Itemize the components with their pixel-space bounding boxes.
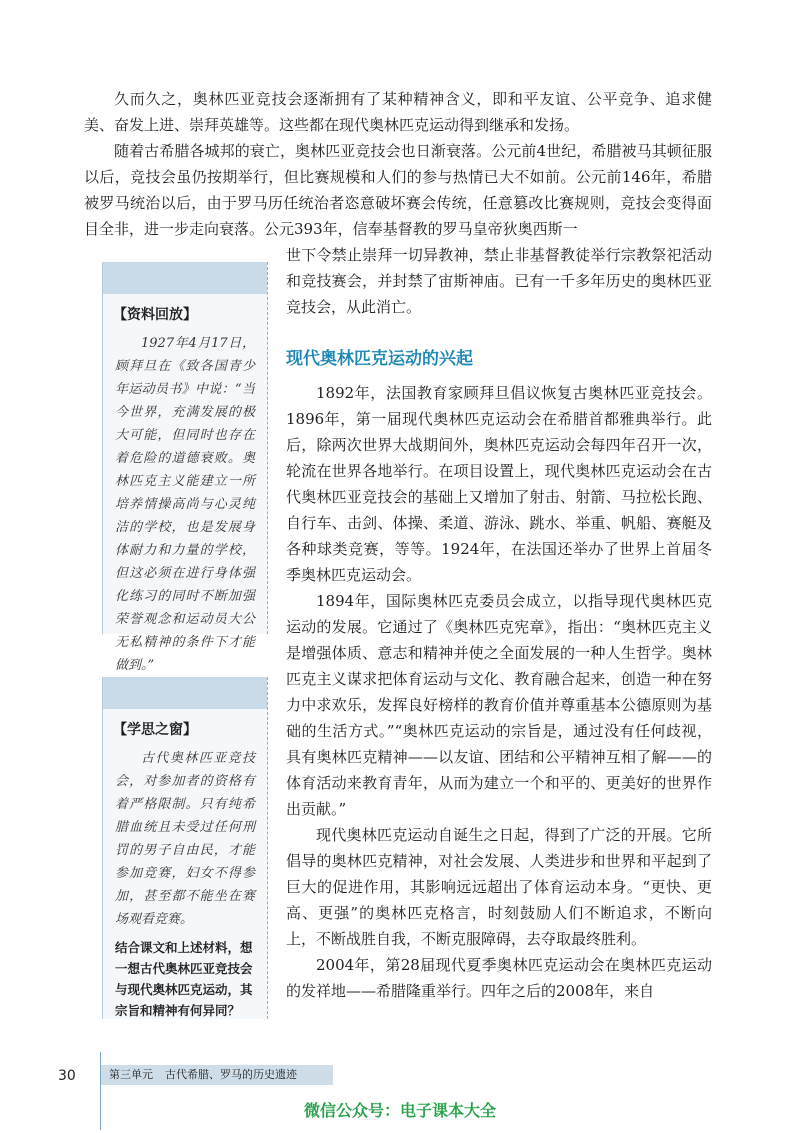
- box-header-band: [103, 262, 267, 294]
- main-text: [286, 380, 712, 1004]
- sidebar-box-learning-window: [102, 677, 268, 1019]
- box-title: 【学思之窗】: [113, 722, 197, 738]
- unit-title: 古代希腊、罗马的历史遗迹: [165, 1068, 297, 1081]
- paragraph-5: 现代奥林匹克运动自诞生之日起，得到了广泛的开展。它所倡导的奥林匹克精神，对社会发展、人类进步和世界和平起到了巨大的促进作用，其影响远远超出了体育运动本身。“更快、更高、更强”的奥林匹克格言，时刻鼓励人们不断追求，不断向上，不断战胜自我，不断克服障碍，去夺取最终胜利。: [286, 826, 712, 948]
- paragraph-6: 2004年，第28届现代夏季奥林匹克运动会在奥林匹克运动的发祥地——希腊隆重举行。四年之后的2008年，来自: [286, 956, 712, 1000]
- sidebar-box-material-review: [102, 262, 268, 673]
- paragraph-1: 久而久之，奥林匹亚竞技会逐渐拥有了某种精神含义，即和平友谊、公平竞争、追求健美、奋发上进、崇拜英雄等。这些都在现代奥林匹克运动得到继承和发扬。: [84, 90, 712, 134]
- unit-label: 第三单元: [109, 1068, 153, 1081]
- paragraph-2-continued: 世下令禁止崇拜一切异教神，禁止非基督教徒举行宗教祭祀活动和竞技赛会，并封禁了宙斯神庙。已有一千多年历史的奥林匹亚竞技会，从此消亡。: [286, 246, 712, 316]
- box-title: 【资料回放】: [113, 307, 197, 323]
- box-header-band: [103, 677, 267, 709]
- paragraph-4: 1894年，国际奥林匹克委员会成立，以指导现代奥林匹克运动的发展。它通过了《奥林匹克宪章》，指出：“奥林匹克主义是增强体质、意志和精神并使之全面发展的一种人生哲学。奥林匹克主义谋求把体育运动与文化、教育融合起来，创造一种在努力中求欢乐，发挥良好榜样的教育价值并尊重基本公德原则为基础的生活方式。”“奥林匹克运动的宗旨是，通过没有任何歧视，具有奥林匹克精神——以友谊、团结和公平精神互相了解——的体育活动来教育青年，从而为建立一个和平的、更美好的世界作出贡献。”: [286, 592, 712, 818]
- intro-text: [84, 86, 712, 242]
- page-number: 30: [58, 1068, 76, 1084]
- box-body: 1927年4月17日，顾拜旦在《致各国青少年运动员书》中说：“当今世界，充满发展的极大可能，但同时也存在着危险的道德衰败。奥林匹克主义能建立一所培养情操高尚与心灵纯洁的学校，也是发展身体耐力和力量的学校，但这必须在进行身体强化练习的同时不断加强荣誉观念和运动员大公无私精神的条件下才能做到。”: [115, 336, 255, 673]
- box-question: 结合课文和上述材料，想一想古代奥林匹亚竞技会与现代奥林匹克运动，其宗旨和精神有何异同？: [115, 940, 253, 1018]
- paragraph-2-continued-block: [286, 242, 712, 320]
- footer-unit-band: [101, 1065, 333, 1085]
- section-title: 现代奥林匹克运动的兴起: [286, 349, 473, 369]
- box-body: 古代奥林匹亚竞技会，对参加者的资格有着严格限制。只有纯希腊血统且未受过任何刑罚的男子自由民，才能参加竞赛，妇女不得参加，甚至都不能坐在赛场观看竞赛。: [115, 751, 255, 927]
- watermark: 微信公众号：电子课本大全: [303, 1101, 496, 1120]
- paragraph-3: 1892年，法国教育家顾拜旦倡议恢复古奥林匹亚竞技会。1896年，第一届现代奥林匹克运动会在希腊首都雅典举行。此后，除两次世界大战期间外，奥林匹克运动会每四年召开一次，轮流在世界各地举行。在项目设置上，现代奥林匹克运动会在古代奥林匹亚竞技会的基础上又增加了射击、射箭、马拉松长跑、自行车、击剑、体操、柔道、游泳、跳水、举重、帆船、赛艇及各种球类竞赛，等等。1924年，在法国还举办了世界上首届冬季奥林匹克运动会。: [286, 384, 712, 584]
- paragraph-2: 随着古希腊各城邦的衰亡，奥林匹亚竞技会也日渐衰落。公元前4世纪，希腊被马其顿征服以后，竞技会虽仍按期举行，但比赛规模和人们的参与热情已大不如前。公元前146年，希腊被罗马统治以后，由于罗马历任统治者恣意破坏赛会传统，任意篡改比赛规则，竞技会变得面目全非，进一步走向衰落。公元393年，信奉基督教的罗马皇帝狄奥西斯一: [84, 142, 712, 238]
